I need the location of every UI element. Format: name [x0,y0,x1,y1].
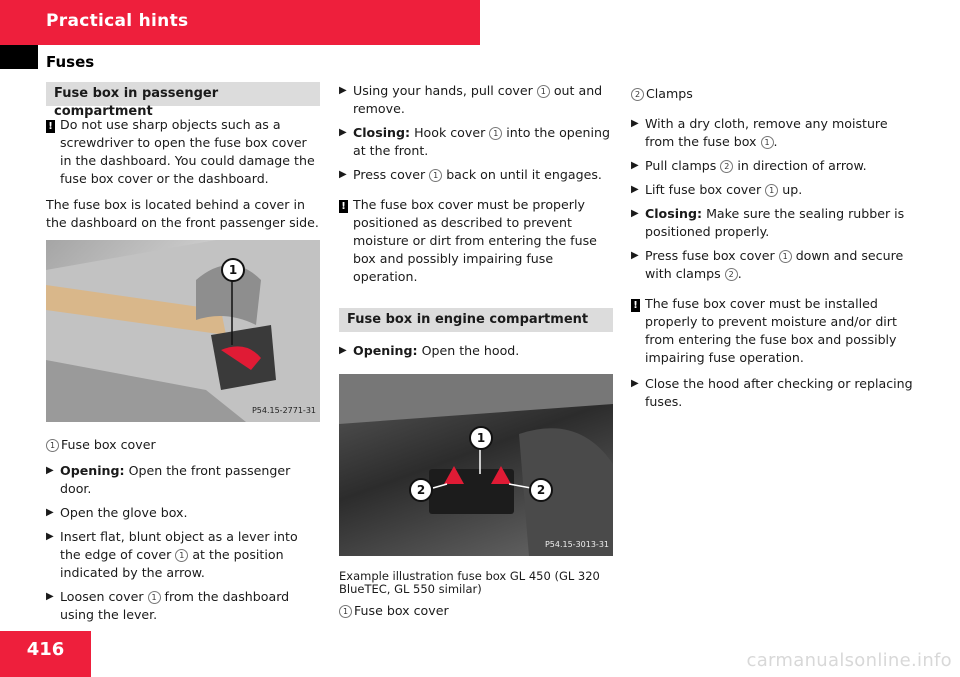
step-arrow-icon: ▶ [46,465,54,476]
callout-1: 1 [221,258,245,282]
callout-1: 1 [469,426,493,450]
step-press-down: ▶ Press fuse box cover 1 down and secure with clamps 2 . [631,248,904,281]
step-loosen-cover: ▶ Loosen cover 1 from the dashboard using the lever. [46,589,290,622]
callout-2-right: 2 [529,478,553,502]
page-number: 416 [26,639,65,660]
step-glove-box: ▶ Open the glove box. [46,505,188,520]
step-arrow-icon: ▶ [339,127,347,138]
warning-note: ! The fuse box cover must be properly positioned as described to prevent moisture or dirt from entering the fuse box and possibly impairing fuse operation. [339,196,613,286]
column-3 [631,82,913,417]
step-open-hood: ▶ Opening: Open the hood. [339,343,520,358]
warning-note: ! The fuse box cover must be installed properly to prevent moisture and/or dirt from entering the fuse box and possibly impairing fuse operation. [631,295,913,367]
step-arrow-icon: ▶ [631,160,639,171]
step-arrow-icon: ▶ [631,208,639,219]
step-arrow-icon: ▶ [339,345,347,356]
figure-caption-text: Example illustration fuse box GL 450 (GL 320 BlueTEC, GL 550 similar) [339,569,600,596]
column-1 [46,82,320,630]
figure-caption: 1 Fuse box cover [46,436,320,454]
warning-icon: ! [339,196,353,286]
section-marker [0,45,38,69]
dashboard-illustration [46,240,320,422]
figure-caption-clamps: 2 Clamps [631,85,913,103]
step-arrow-icon: ▶ [339,169,347,180]
section-title: Fuses [46,53,95,71]
engine-illustration [339,374,613,556]
chapter-title: Practical hints [46,11,189,31]
warning-icon: ! [46,116,60,188]
warning-note: ! Do not use sharp objects such as a screwdriver to open the fuse box cover in the dashboard. You could damage the fuse box cover or the dashboard. [46,116,320,188]
step-pull-cover: ▶ Using your hands, pull cover 1 out and remove. [339,83,603,116]
figure-caption: 1 Fuse box cover [339,602,613,620]
engine-fusebox-image [339,374,613,556]
watermark: carmanualsonline.info [746,650,952,671]
figure-code: P54.15-3013-31 [544,540,609,549]
passenger-fusebox-image [46,240,320,422]
step-arrow-icon: ▶ [631,378,639,389]
column-2 [339,82,613,628]
section-heading-engine: Fuse box in engine compartment [339,308,613,332]
callout-number: 1 [339,605,352,618]
step-close-hood: ▶ Close the hood after checking or replacing fuses. [631,376,913,409]
step-closing-seal: ▶ Closing: Make sure the sealing rubber is positioned properly. [631,206,905,239]
step-opening: ▶ Opening: Open the front passenger door. [46,463,291,496]
step-arrow-icon: ▶ [46,531,54,542]
step-arrow-icon: ▶ [339,85,347,96]
section-heading-passenger: Fuse box in passenger compartment [46,82,320,106]
step-arrow-icon: ▶ [46,591,54,602]
callout-2-left: 2 [409,478,433,502]
step-pull-clamps: ▶ Pull clamps 2 in direction of arrow. [631,158,867,173]
intro-text: The fuse box is located behind a cover in the dashboard on the front passenger side. [46,197,319,230]
step-arrow-icon: ▶ [631,118,639,129]
step-arrow-icon: ▶ [631,184,639,195]
step-press-cover: ▶ Press cover 1 back on until it engages. [339,167,602,182]
step-closing: ▶ Closing: Hook cover 1 into the opening at the front. [339,125,610,158]
callout-number: 1 [46,439,59,452]
callout-number: 2 [631,88,644,101]
step-lift-cover: ▶ Lift fuse box cover 1 up. [631,182,803,197]
step-dry-cloth: ▶ With a dry cloth, remove any moisture from the fuse box 1 . [631,116,888,149]
figure-code: P54.15-2771-31 [251,406,316,415]
step-insert-lever: ▶ Insert flat, blunt object as a lever into the edge of cover 1 at the position indicated by the arrow. [46,529,298,580]
warning-icon: ! [631,295,645,367]
step-arrow-icon: ▶ [631,250,639,261]
step-arrow-icon: ▶ [46,507,54,518]
